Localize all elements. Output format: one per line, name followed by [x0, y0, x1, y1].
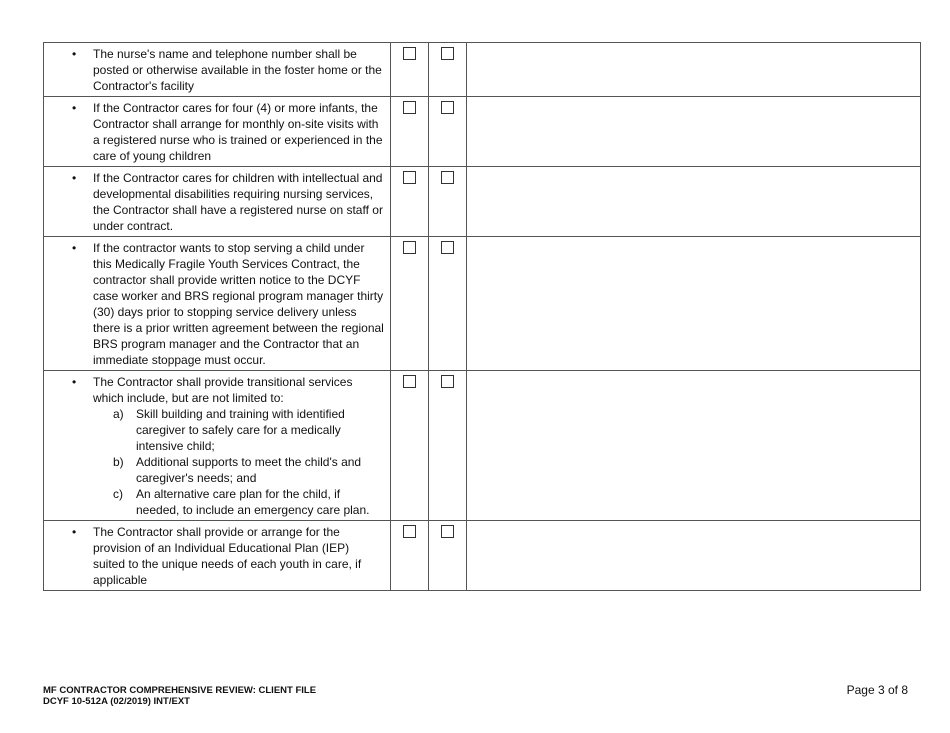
yes-cell: [391, 521, 429, 591]
requirement-text: The nurse's name and telephone number shall be posted or otherwise available in the foster home or the Contractor's facility: [93, 47, 382, 93]
requirement-text: If the Contractor cares for four (4) or more infants, the Contractor shall arrange for monthly on-site visits with a registered nurse who is trained or experienced in the care of young children: [93, 101, 383, 163]
yes-checkbox[interactable]: [403, 525, 416, 538]
no-cell: [429, 237, 467, 371]
yes-cell: [391, 371, 429, 521]
table-row: [44, 521, 921, 591]
sub-list-item: [93, 454, 384, 486]
sub-item-text: An alternative care plan for the child, if needed, to include an emergency care plan.: [136, 487, 370, 517]
no-cell: [429, 521, 467, 591]
table-row: [44, 167, 921, 237]
requirement-text: If the Contractor cares for children with intellectual and developmental disabilities requiring nursing services, the Contractor shall have a registered nurse on staff or under contract.: [93, 171, 383, 233]
no-cell: [429, 371, 467, 521]
no-checkbox[interactable]: [441, 241, 454, 254]
no-checkbox[interactable]: [441, 47, 454, 60]
yes-checkbox[interactable]: [403, 241, 416, 254]
yes-cell: [391, 167, 429, 237]
bullet-icon: •: [72, 375, 77, 389]
requirement-text: The Contractor shall provide or arrange for the provision of an Individual Educational Plan (IEP) suited to the unique needs of each youth in care, if applicable: [93, 525, 362, 587]
yes-cell: [391, 97, 429, 167]
sub-list: [93, 406, 384, 518]
bullet-icon: •: [72, 47, 77, 61]
bullet-icon: •: [72, 241, 77, 255]
sub-list-item: [93, 486, 384, 518]
bullet-icon: •: [72, 171, 77, 185]
table-row: [44, 43, 921, 97]
requirement-cell: [44, 521, 391, 591]
requirement-text: The Contractor shall provide transitional services which include, but are not limited to:: [93, 375, 353, 405]
no-checkbox[interactable]: [441, 171, 454, 184]
requirement-cell: [44, 237, 391, 371]
comments-field[interactable]: [467, 237, 921, 371]
sub-list-item: [93, 406, 384, 454]
requirement-cell: [44, 371, 391, 521]
yes-checkbox[interactable]: [403, 375, 416, 388]
page-number: Page 3 of 8: [846, 683, 908, 697]
table-row: [44, 97, 921, 167]
comments-field[interactable]: [467, 43, 921, 97]
no-cell: [429, 97, 467, 167]
yes-cell: [391, 237, 429, 371]
requirement-text: If the contractor wants to stop serving a child under this Medically Fragile Youth Services Contract, the contractor shall provide written notice to the DCYF case worker and BRS regional program manager thirty (30) days prior to stopping service delivery unless there is a prior written agreement between the regional BRS program manager and the Contractor that an immediate stoppage must occur.: [93, 241, 384, 367]
yes-checkbox[interactable]: [403, 101, 416, 114]
no-checkbox[interactable]: [441, 101, 454, 114]
form-title: MF CONTRACTOR COMPREHENSIVE REVIEW: CLIENT FILE: [43, 685, 317, 696]
no-cell: [429, 167, 467, 237]
no-checkbox[interactable]: [441, 525, 454, 538]
yes-cell: [391, 43, 429, 97]
table-row: [44, 371, 921, 521]
requirement-cell: [44, 97, 391, 167]
no-checkbox[interactable]: [441, 375, 454, 388]
comments-field[interactable]: [467, 167, 921, 237]
comments-field[interactable]: [467, 371, 921, 521]
sub-item-text: Additional supports to meet the child's and caregiver's needs; and: [136, 455, 362, 485]
yes-checkbox[interactable]: [403, 171, 416, 184]
comments-field[interactable]: [467, 521, 921, 591]
yes-checkbox[interactable]: [403, 47, 416, 60]
bullet-icon: •: [72, 101, 77, 115]
sub-item-marker: a): [113, 407, 124, 421]
form-footer: [43, 685, 316, 707]
sub-item-text: Skill building and training with identified caregiver to safely care for a medically intensive child;: [136, 407, 345, 453]
requirement-cell: [44, 43, 391, 97]
table-row: [44, 237, 921, 371]
sub-item-marker: b): [113, 455, 124, 469]
no-cell: [429, 43, 467, 97]
form-number: DCYF 10-512A (02/2019) INT/EXT: [43, 696, 190, 707]
bullet-icon: •: [72, 525, 77, 539]
sub-item-marker: c): [113, 487, 123, 501]
review-table: [43, 42, 921, 591]
requirement-cell: [44, 167, 391, 237]
comments-field[interactable]: [467, 97, 921, 167]
